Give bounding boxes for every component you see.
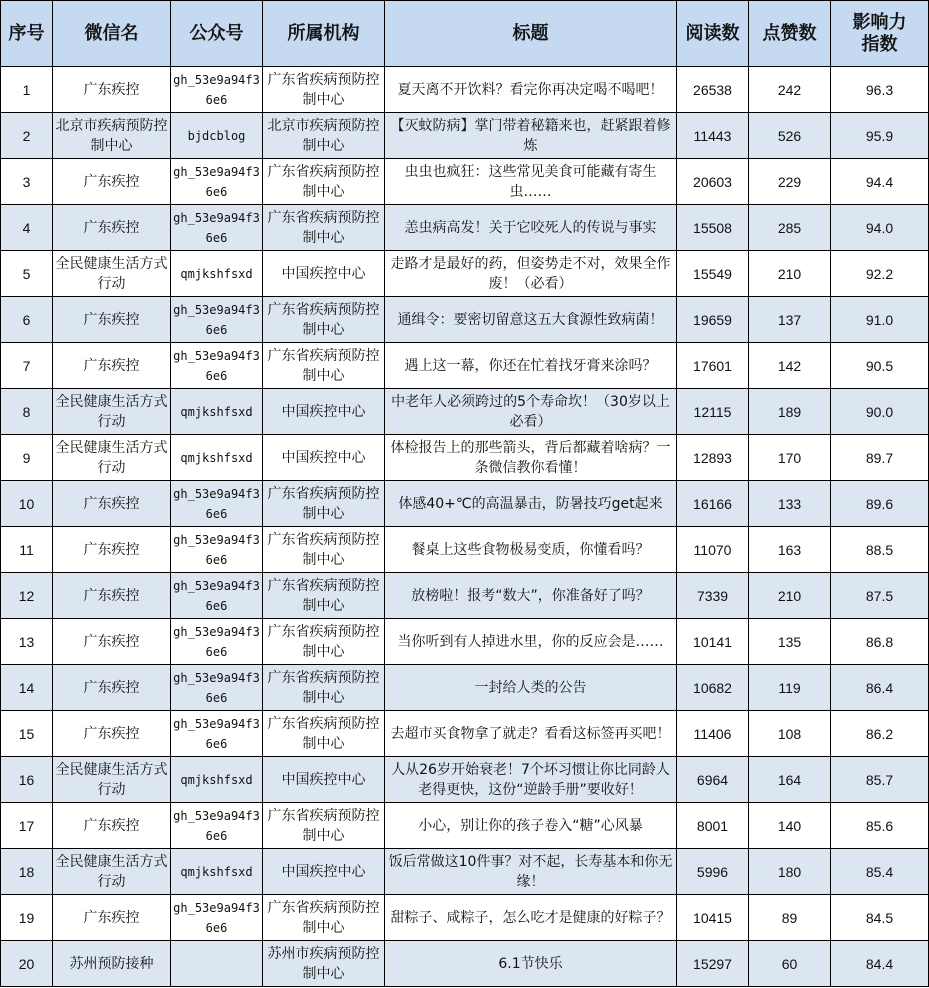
cell-account: gh_53e9a94f36e6 <box>171 67 263 113</box>
cell-wechat-name: 广东疾控 <box>53 619 171 665</box>
cell-likes: 229 <box>749 159 831 205</box>
cell-account: bjdcblog <box>171 113 263 159</box>
cell-reads: 11443 <box>677 113 749 159</box>
cell-likes: 526 <box>749 113 831 159</box>
cell-account: gh_53e9a94f36e6 <box>171 895 263 941</box>
cell-title: 一封给人类的公告 <box>385 665 677 711</box>
table-row <box>1 573 929 619</box>
cell-org: 中国疾控中心 <box>263 251 385 297</box>
cell-likes: 210 <box>749 251 831 297</box>
cell-index: 88.5 <box>831 527 929 573</box>
cell-wechat-name: 广东疾控 <box>53 573 171 619</box>
cell-title: 人从26岁开始衰老！7个坏习惯让你比同龄人老得更快，这份“逆龄手册”要收好！ <box>385 757 677 803</box>
cell-index: 86.8 <box>831 619 929 665</box>
cell-org: 中国疾控中心 <box>263 757 385 803</box>
cell-index: 85.4 <box>831 849 929 895</box>
cell-no: 6 <box>1 297 53 343</box>
cell-likes: 137 <box>749 297 831 343</box>
cell-title: 走路才是最好的药，但姿势走不对，效果全作废！（必看） <box>385 251 677 297</box>
cell-title: 甜粽子、咸粽子，怎么吃才是健康的好粽子？ <box>385 895 677 941</box>
cell-org: 广东省疾病预防控制中心 <box>263 343 385 389</box>
table-row <box>1 343 929 389</box>
cell-index: 96.3 <box>831 67 929 113</box>
cell-likes: 140 <box>749 803 831 849</box>
cell-reads: 5996 <box>677 849 749 895</box>
cell-wechat-name: 全民健康生活方式行动 <box>53 849 171 895</box>
cell-org: 中国疾控中心 <box>263 389 385 435</box>
cell-title: 餐桌上这些食物极易变质，你懂看吗？ <box>385 527 677 573</box>
cell-org: 中国疾控中心 <box>263 435 385 481</box>
cell-reads: 26538 <box>677 67 749 113</box>
cell-index: 85.6 <box>831 803 929 849</box>
cell-index: 89.7 <box>831 435 929 481</box>
cell-wechat-name: 全民健康生活方式行动 <box>53 389 171 435</box>
cell-index: 85.7 <box>831 757 929 803</box>
cell-wechat-name: 全民健康生活方式行动 <box>53 251 171 297</box>
cell-wechat-name: 广东疾控 <box>53 527 171 573</box>
cell-index: 91.0 <box>831 297 929 343</box>
cell-org: 苏州市疾病预防控制中心 <box>263 941 385 987</box>
cell-org: 广东省疾病预防控制中心 <box>263 297 385 343</box>
header-org: 所属机构 <box>263 1 385 67</box>
cell-reads: 17601 <box>677 343 749 389</box>
table-row <box>1 389 929 435</box>
cell-title: 中老年人必须跨过的5个寿命坎！（30岁以上必看） <box>385 389 677 435</box>
cell-no: 17 <box>1 803 53 849</box>
header-wechat-name: 微信名 <box>53 1 171 67</box>
cell-reads: 15297 <box>677 941 749 987</box>
cell-wechat-name: 广东疾控 <box>53 711 171 757</box>
table-row <box>1 67 929 113</box>
cell-likes: 60 <box>749 941 831 987</box>
cell-wechat-name: 北京市疾病预防控制中心 <box>53 113 171 159</box>
cell-title: 体检报告上的那些箭头，背后都藏着啥病？一条微信教你看懂！ <box>385 435 677 481</box>
table-row <box>1 757 929 803</box>
cell-wechat-name: 全民健康生活方式行动 <box>53 435 171 481</box>
cell-account: gh_53e9a94f36e6 <box>171 481 263 527</box>
table-row <box>1 113 929 159</box>
cell-no: 15 <box>1 711 53 757</box>
cell-index: 90.5 <box>831 343 929 389</box>
cell-account: qmjkshfsxd <box>171 251 263 297</box>
cell-org: 广东省疾病预防控制中心 <box>263 159 385 205</box>
table-row <box>1 205 929 251</box>
table-row <box>1 297 929 343</box>
cell-account: gh_53e9a94f36e6 <box>171 205 263 251</box>
cell-reads: 6964 <box>677 757 749 803</box>
cell-no: 14 <box>1 665 53 711</box>
header-no: 序号 <box>1 1 53 67</box>
cell-no: 18 <box>1 849 53 895</box>
cell-title: 【灭蚊防病】掌门带着秘籍来也，赶紧跟着修炼 <box>385 113 677 159</box>
cell-no: 9 <box>1 435 53 481</box>
cell-wechat-name: 广东疾控 <box>53 343 171 389</box>
cell-org: 广东省疾病预防控制中心 <box>263 205 385 251</box>
cell-account: qmjkshfsxd <box>171 849 263 895</box>
cell-org: 广东省疾病预防控制中心 <box>263 711 385 757</box>
cell-likes: 164 <box>749 757 831 803</box>
cell-index: 95.9 <box>831 113 929 159</box>
cell-title: 遇上这一幕，你还在忙着找牙膏来涂吗？ <box>385 343 677 389</box>
cell-wechat-name: 广东疾控 <box>53 665 171 711</box>
cell-account: gh_53e9a94f36e6 <box>171 803 263 849</box>
cell-no: 8 <box>1 389 53 435</box>
cell-reads: 8001 <box>677 803 749 849</box>
cell-reads: 10682 <box>677 665 749 711</box>
header-row <box>1 1 929 67</box>
cell-no: 19 <box>1 895 53 941</box>
cell-index: 92.2 <box>831 251 929 297</box>
cell-reads: 20603 <box>677 159 749 205</box>
cell-no: 20 <box>1 941 53 987</box>
cell-index: 89.6 <box>831 481 929 527</box>
cell-org: 广东省疾病预防控制中心 <box>263 665 385 711</box>
cell-no: 10 <box>1 481 53 527</box>
cell-index: 84.4 <box>831 941 929 987</box>
cell-wechat-name: 广东疾控 <box>53 803 171 849</box>
header-index: 影响力指数 <box>831 1 929 67</box>
cell-likes: 142 <box>749 343 831 389</box>
header-likes: 点赞数 <box>749 1 831 67</box>
cell-no: 3 <box>1 159 53 205</box>
cell-account: gh_53e9a94f36e6 <box>171 159 263 205</box>
table-row <box>1 941 929 987</box>
cell-account: gh_53e9a94f36e6 <box>171 297 263 343</box>
cell-account: gh_53e9a94f36e6 <box>171 711 263 757</box>
cell-no: 16 <box>1 757 53 803</box>
cell-reads: 15549 <box>677 251 749 297</box>
cell-wechat-name: 广东疾控 <box>53 205 171 251</box>
cell-no: 12 <box>1 573 53 619</box>
cell-no: 5 <box>1 251 53 297</box>
cell-likes: 285 <box>749 205 831 251</box>
table-row <box>1 159 929 205</box>
cell-no: 11 <box>1 527 53 573</box>
table-row <box>1 619 929 665</box>
cell-likes: 135 <box>749 619 831 665</box>
table-row <box>1 251 929 297</box>
cell-reads: 10415 <box>677 895 749 941</box>
table-row <box>1 711 929 757</box>
table-row <box>1 527 929 573</box>
cell-wechat-name: 广东疾控 <box>53 895 171 941</box>
header-account: 公众号 <box>171 1 263 67</box>
cell-reads: 11070 <box>677 527 749 573</box>
cell-account: gh_53e9a94f36e6 <box>171 573 263 619</box>
cell-index: 94.4 <box>831 159 929 205</box>
cell-org: 广东省疾病预防控制中心 <box>263 481 385 527</box>
cell-likes: 119 <box>749 665 831 711</box>
cell-index: 86.2 <box>831 711 929 757</box>
cell-title: 通缉令：要密切留意这五大食源性致病菌！ <box>385 297 677 343</box>
table-row <box>1 895 929 941</box>
cell-org: 广东省疾病预防控制中心 <box>263 67 385 113</box>
table-row <box>1 481 929 527</box>
cell-account: gh_53e9a94f36e6 <box>171 343 263 389</box>
cell-account: qmjkshfsxd <box>171 389 263 435</box>
cell-title: 恙虫病高发！关于它咬死人的传说与事实 <box>385 205 677 251</box>
cell-title: 体感40+℃的高温暴击，防暑技巧get起来 <box>385 481 677 527</box>
cell-likes: 180 <box>749 849 831 895</box>
cell-reads: 16166 <box>677 481 749 527</box>
cell-likes: 133 <box>749 481 831 527</box>
cell-likes: 163 <box>749 527 831 573</box>
cell-title: 虫虫也疯狂：这些常见美食可能藏有寄生虫…… <box>385 159 677 205</box>
cell-likes: 170 <box>749 435 831 481</box>
cell-index: 86.4 <box>831 665 929 711</box>
header-reads: 阅读数 <box>677 1 749 67</box>
cell-likes: 242 <box>749 67 831 113</box>
cell-org: 广东省疾病预防控制中心 <box>263 895 385 941</box>
cell-wechat-name: 广东疾控 <box>53 67 171 113</box>
cell-likes: 89 <box>749 895 831 941</box>
cell-org: 广东省疾病预防控制中心 <box>263 573 385 619</box>
cell-title: 夏天离不开饮料？看完你再决定喝不喝吧！ <box>385 67 677 113</box>
cell-org: 广东省疾病预防控制中心 <box>263 803 385 849</box>
cell-title: 小心，别让你的孩子卷入“糖”心风暴 <box>385 803 677 849</box>
header-title: 标题 <box>385 1 677 67</box>
cell-no: 1 <box>1 67 53 113</box>
cell-wechat-name: 广东疾控 <box>53 297 171 343</box>
cell-account: gh_53e9a94f36e6 <box>171 527 263 573</box>
cell-title: 去超市买食物拿了就走？看看这标签再买吧！ <box>385 711 677 757</box>
cell-title: 6.1节快乐 <box>385 941 677 987</box>
cell-reads: 12893 <box>677 435 749 481</box>
table-row <box>1 435 929 481</box>
table-row <box>1 665 929 711</box>
cell-title: 放榜啦！报考“数大”，你准备好了吗？ <box>385 573 677 619</box>
cell-no: 2 <box>1 113 53 159</box>
cell-index: 84.5 <box>831 895 929 941</box>
cell-index: 94.0 <box>831 205 929 251</box>
cell-likes: 108 <box>749 711 831 757</box>
cell-wechat-name: 苏州预防接种 <box>53 941 171 987</box>
cell-wechat-name: 全民健康生活方式行动 <box>53 757 171 803</box>
cell-no: 7 <box>1 343 53 389</box>
cell-reads: 15508 <box>677 205 749 251</box>
table-row <box>1 849 929 895</box>
cell-reads: 12115 <box>677 389 749 435</box>
cell-org: 中国疾控中心 <box>263 849 385 895</box>
cell-reads: 7339 <box>677 573 749 619</box>
cell-likes: 189 <box>749 389 831 435</box>
cell-reads: 10141 <box>677 619 749 665</box>
cell-account: gh_53e9a94f36e6 <box>171 665 263 711</box>
cell-likes: 210 <box>749 573 831 619</box>
cell-no: 13 <box>1 619 53 665</box>
cell-org: 广东省疾病预防控制中心 <box>263 527 385 573</box>
table-row <box>1 803 929 849</box>
cell-account: qmjkshfsxd <box>171 435 263 481</box>
cell-no: 4 <box>1 205 53 251</box>
cell-wechat-name: 广东疾控 <box>53 159 171 205</box>
cell-index: 87.5 <box>831 573 929 619</box>
cell-title: 饭后常做这10件事？对不起，长寿基本和你无缘！ <box>385 849 677 895</box>
cell-reads: 11406 <box>677 711 749 757</box>
cell-reads: 19659 <box>677 297 749 343</box>
cell-title: 当你听到有人掉进水里，你的反应会是…… <box>385 619 677 665</box>
cell-org: 北京市疾病预防控制中心 <box>263 113 385 159</box>
cell-wechat-name: 广东疾控 <box>53 481 171 527</box>
cell-account <box>171 941 263 987</box>
cell-org: 广东省疾病预防控制中心 <box>263 619 385 665</box>
cell-account: qmjkshfsxd <box>171 757 263 803</box>
cell-index: 90.0 <box>831 389 929 435</box>
cell-account: gh_53e9a94f36e6 <box>171 619 263 665</box>
